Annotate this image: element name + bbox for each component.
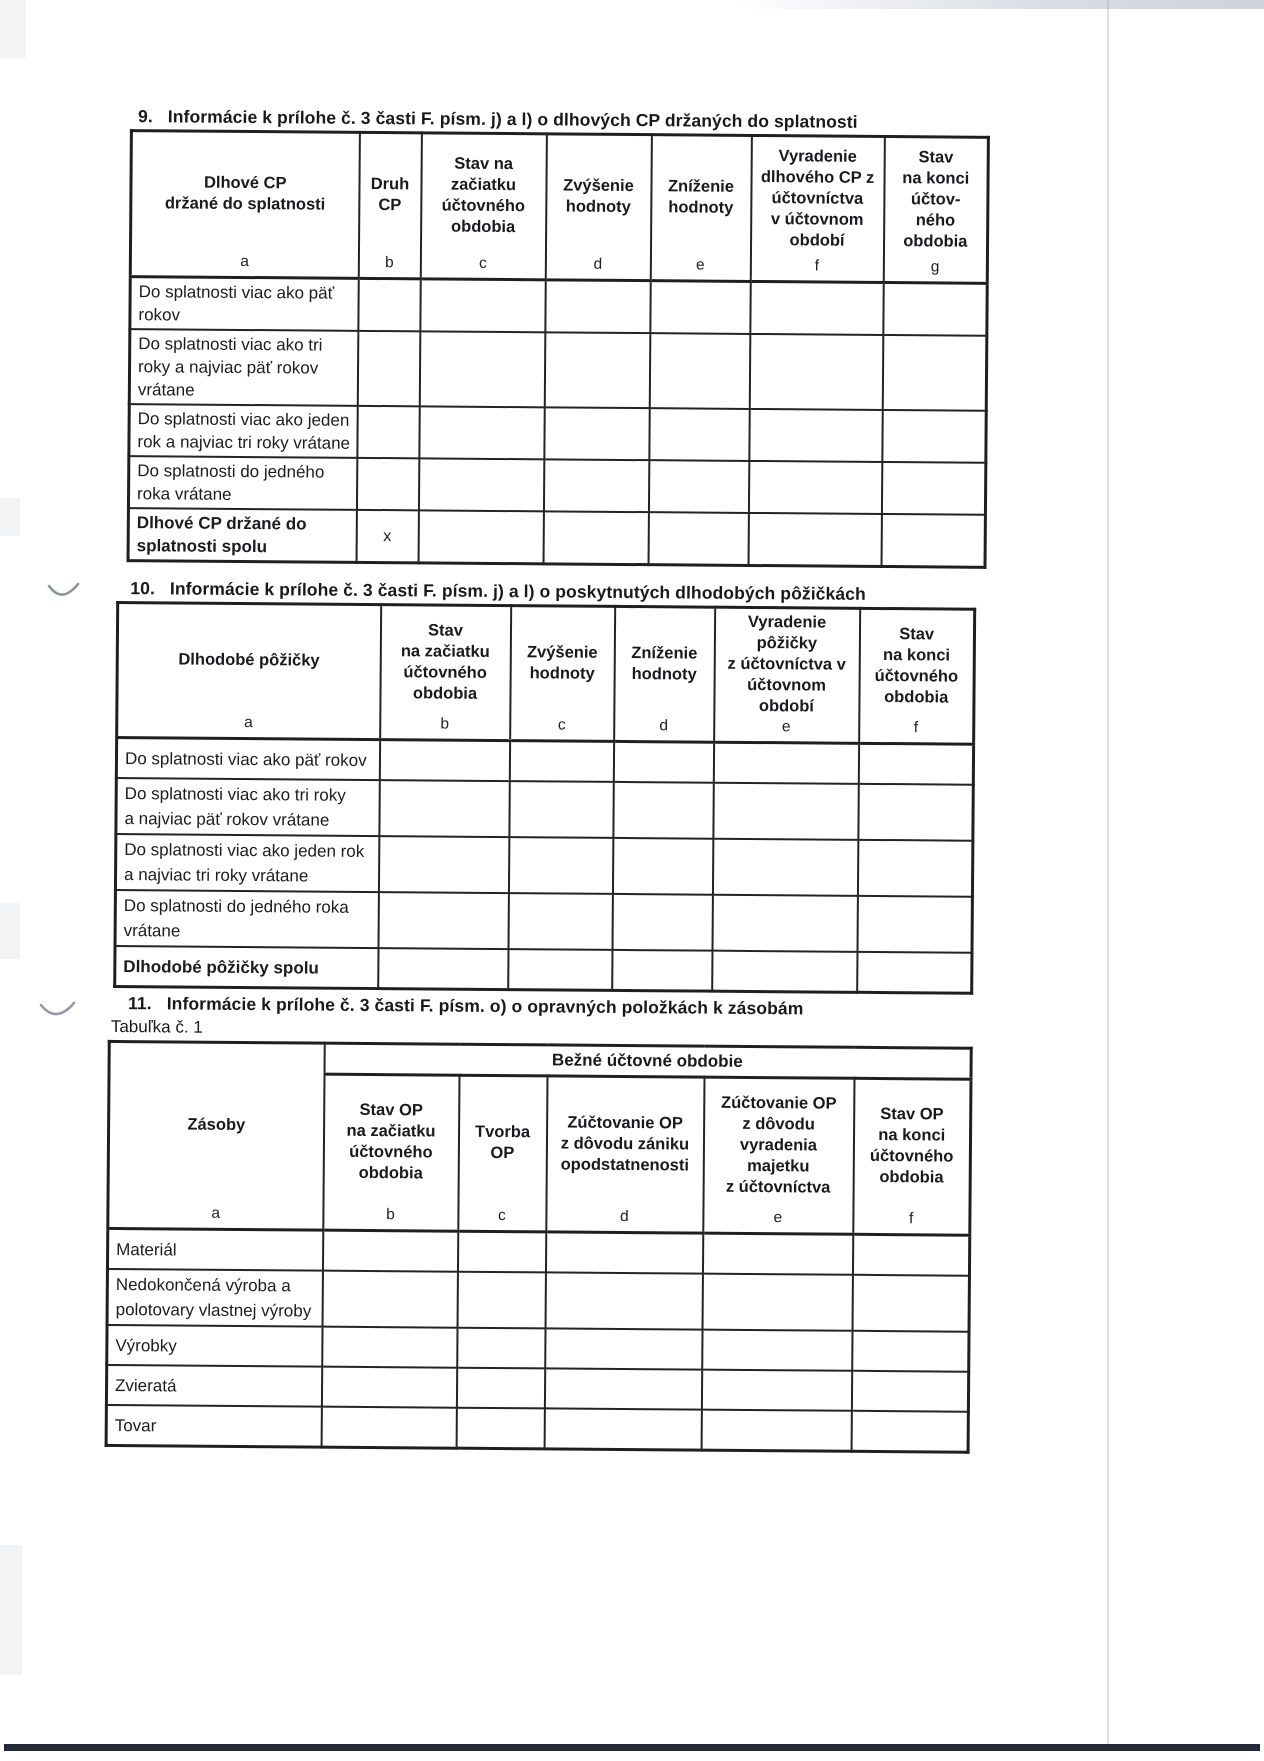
table-cell (418, 510, 543, 563)
column-header-text: Stav OP na konci účtovného obdobia (869, 1105, 954, 1187)
column-letter: e (695, 256, 705, 274)
row-label: Do splatnosti viac ako tri roky a najviac päť rokov vrátane (129, 329, 358, 406)
table-row (106, 1405, 968, 1452)
table-cell (419, 331, 545, 407)
table-cell (882, 410, 986, 463)
column-header (323, 1074, 459, 1231)
row-label: Dlhové CP držané do splatnosti spolu (128, 508, 356, 562)
table-cell (378, 892, 508, 949)
column-letter: f (908, 1210, 914, 1228)
table-section-10 (113, 601, 976, 995)
table-cell (613, 782, 713, 839)
column-header (614, 606, 715, 742)
column-header (853, 1078, 971, 1235)
table-cell (378, 948, 508, 990)
row-label: Materiál (107, 1228, 322, 1270)
column-letter: e (773, 1209, 783, 1227)
section-number: 9. (137, 106, 153, 127)
table-row (115, 890, 972, 953)
table-cell (858, 743, 973, 784)
table-cell (322, 1271, 457, 1328)
column-header (510, 606, 615, 742)
table-cell (702, 1330, 852, 1371)
table-row (115, 946, 972, 993)
table-row (107, 1269, 969, 1332)
table-cell (321, 1367, 456, 1408)
table-cell (508, 893, 612, 950)
table-row (128, 456, 985, 515)
table-cell (613, 741, 713, 782)
table-row (106, 1365, 968, 1412)
column-header-text: Dlhové CP držané do splatnosti (164, 173, 326, 214)
column-header (458, 1075, 547, 1232)
section-10-dlhodobe-pozicky (113, 578, 976, 995)
table-cell (881, 462, 985, 515)
table-cell (379, 780, 509, 837)
section-heading (128, 993, 973, 1021)
section-number: 10. (130, 578, 156, 599)
table-slot-dlhove-cp (127, 129, 990, 569)
table-cell (702, 1233, 852, 1275)
column-header-text: Druh CP (370, 174, 410, 215)
column-header (703, 1077, 854, 1234)
table-cell (749, 409, 882, 462)
table-row (128, 508, 985, 567)
column-letter: d (620, 1207, 629, 1226)
column-header-text: Vyradenie dlhového CP z účtovníctva v účtovnom období (760, 146, 875, 250)
column-header (859, 608, 975, 744)
table-cell (852, 1331, 969, 1372)
table-cell (649, 408, 749, 461)
column-letter: d (593, 255, 603, 273)
section-title: Informácie k prílohe č. 3 časti F. písm. j) a l) o dlhových CP držaných do splatnosti (167, 106, 858, 132)
group-header: Bežné účtovné obdobie (324, 1043, 971, 1079)
column-header-text: Zúčtovanie OP z dôvodu zániku opodstatnenosti (560, 1113, 690, 1175)
column-header-text: Zvýšenie hodnoty (526, 642, 598, 683)
column-header (117, 602, 381, 739)
column-letter: a (211, 1204, 221, 1222)
table-cell (648, 512, 748, 565)
table-cell (650, 281, 750, 334)
table-cell (545, 1328, 702, 1369)
table-cell (544, 407, 649, 460)
table-row (115, 834, 972, 897)
table-cell (356, 458, 418, 510)
row-label: Do splatnosti viac ako jeden rok a najviac tri roky vrátane (129, 404, 357, 458)
table-cell (544, 332, 650, 408)
column-header (750, 135, 884, 282)
column-header-text: Dlhodobé pôžičky (178, 650, 320, 670)
table-cell (701, 1410, 851, 1452)
table-slot-dlhodobe-pozicky (113, 601, 976, 995)
table-cell (648, 460, 748, 513)
table-cell (748, 461, 881, 514)
table-cell (857, 952, 972, 993)
column-letter: f (913, 719, 919, 737)
column-letter: b (440, 715, 450, 733)
table-cell (713, 783, 858, 840)
column-letter: b (385, 254, 394, 272)
column-header-text: Stav na konci účtovného obdobia (874, 624, 959, 707)
column-header-text: Stav OP na začiatku účtovného obdobia (346, 1100, 436, 1183)
table-cell (420, 279, 545, 332)
table-cell (419, 406, 544, 459)
column-letter: e (781, 718, 791, 736)
table-cell (649, 333, 750, 409)
column-header (650, 135, 751, 282)
table-row (129, 404, 986, 463)
column-header-text: Zníženie hodnoty (631, 643, 698, 684)
table-section-9 (127, 129, 990, 569)
column-letter: b (386, 1206, 395, 1224)
table-cell (544, 1408, 701, 1450)
table-cell (456, 1408, 544, 1449)
table-cell (545, 1232, 702, 1274)
table-cell (857, 840, 972, 897)
column-header-text: Stav na začiatku účtovného obdobia (400, 620, 490, 703)
row-label: Do splatnosti viac ako tri roky a najviac päť rokov vrátane (116, 778, 379, 836)
table-row (130, 277, 987, 336)
column-letter: a (244, 713, 253, 732)
column-header (714, 607, 860, 743)
row-label: Nedokončená výroba a polotovary vlastnej výroby (107, 1269, 322, 1327)
column-header-text: Tvorba OP (474, 1122, 531, 1163)
section-11-opravne-polozky (105, 993, 974, 1454)
column-letter: c (478, 254, 487, 272)
column-header (358, 132, 421, 278)
column-header-text: Stav na konci účtov- ného obdobia (902, 147, 970, 251)
table-cell: x (356, 510, 418, 563)
table-row (116, 737, 973, 784)
table-row (107, 1228, 969, 1275)
column-header (130, 131, 359, 279)
table-cell (750, 281, 883, 335)
table-cell (322, 1327, 457, 1368)
row-label: Do splatnosti viac ako jeden rok a najviac tri roky vrátane (115, 834, 378, 892)
table-cell (543, 459, 648, 512)
column-letter: c (497, 1207, 506, 1225)
table-cell (851, 1411, 968, 1452)
row-label: Do splatnosti do jedného roka vrátane (128, 456, 356, 510)
table-cell (545, 1272, 702, 1329)
table-cell (881, 514, 985, 567)
row-label: Zvieratá (106, 1365, 321, 1407)
table-cell (612, 950, 712, 991)
row-label: Do splatnosti do jedného roka vrátane (115, 890, 378, 948)
row-label: Do splatnosti viac ako päť rokov (130, 277, 358, 331)
section-title: Informácie k prílohe č. 3 časti F. písm. j) a l) o poskytnutých dlhodobých pôžičkách (169, 578, 866, 604)
table-cell (545, 280, 650, 333)
table-cell (712, 951, 857, 993)
table-cell (883, 282, 987, 335)
table-cell (358, 278, 420, 331)
column-header (883, 137, 988, 284)
table-cell (378, 836, 508, 893)
section-number: 11. (127, 993, 152, 1014)
table-cell (418, 458, 543, 511)
column-header-text: Zvýšenie hodnoty (563, 176, 634, 217)
table-cell (857, 896, 972, 953)
table-cell (612, 838, 712, 895)
column-header (108, 1041, 324, 1230)
column-header (420, 133, 546, 280)
column-header (545, 134, 651, 281)
table-cell (321, 1407, 456, 1449)
section-9-dlhove-cp (127, 106, 991, 569)
table-cell (543, 511, 648, 564)
table-cell (457, 1328, 545, 1369)
column-header (380, 605, 511, 741)
table-subtitle: Tabuľka č. 1 (110, 1016, 203, 1037)
table-cell (456, 1368, 544, 1409)
row-label: Výrobky (107, 1325, 322, 1367)
table-cell (509, 741, 613, 782)
table-cell (612, 894, 712, 951)
column-letter: a (240, 252, 250, 271)
table-cell (457, 1272, 545, 1329)
row-label: Tovar (106, 1405, 321, 1447)
table-cell (379, 740, 509, 782)
table-cell (357, 331, 420, 406)
column-letter: g (930, 258, 940, 276)
table-row (107, 1325, 969, 1372)
table-cell (701, 1370, 851, 1411)
table-cell (882, 335, 987, 411)
table-cell (713, 742, 858, 784)
column-header-text: Zúčtovanie OP z dôvodu vyradenia majetku z účtovníctva (720, 1093, 837, 1197)
table-cell (852, 1234, 969, 1275)
table-cell (322, 1230, 457, 1272)
table-cell (508, 949, 612, 990)
table-row (129, 329, 987, 411)
column-letter: c (557, 716, 566, 734)
table-cell (357, 406, 419, 458)
column-header (546, 1076, 704, 1233)
table-cell (852, 1275, 969, 1332)
column-header-text: Stav na začiatku účtovného obdobia (441, 154, 526, 237)
table-cell (748, 513, 881, 567)
table-cell (544, 1368, 701, 1409)
table-cell (457, 1231, 545, 1272)
section-title: Informácie k prílohe č. 3 časti F. písm. o) o opravných položkách k zásobám (166, 993, 804, 1019)
column-letter: d (659, 717, 669, 735)
table-row (116, 778, 973, 841)
table-cell (749, 334, 883, 410)
table-cell (702, 1274, 852, 1331)
table-cell (858, 784, 973, 841)
column-header-text: Zásoby (187, 1115, 246, 1135)
table-cell (712, 839, 857, 896)
table-cell (851, 1371, 968, 1412)
row-label: Dlhodobé pôžičky spolu (115, 946, 378, 989)
table-cell (509, 781, 613, 838)
column-header-text: Vyradenie pôžičky z účtovníctva v účtovnom období (727, 612, 846, 716)
table-cell (712, 895, 857, 952)
table-cell (508, 837, 612, 894)
column-letter: f (814, 257, 820, 275)
row-label: Do splatnosti viac ako päť rokov (116, 737, 379, 780)
column-header-text: Zníženie hodnoty (667, 177, 735, 217)
table-section-11 (105, 1040, 973, 1454)
table-slot-zasoby (105, 1040, 973, 1454)
